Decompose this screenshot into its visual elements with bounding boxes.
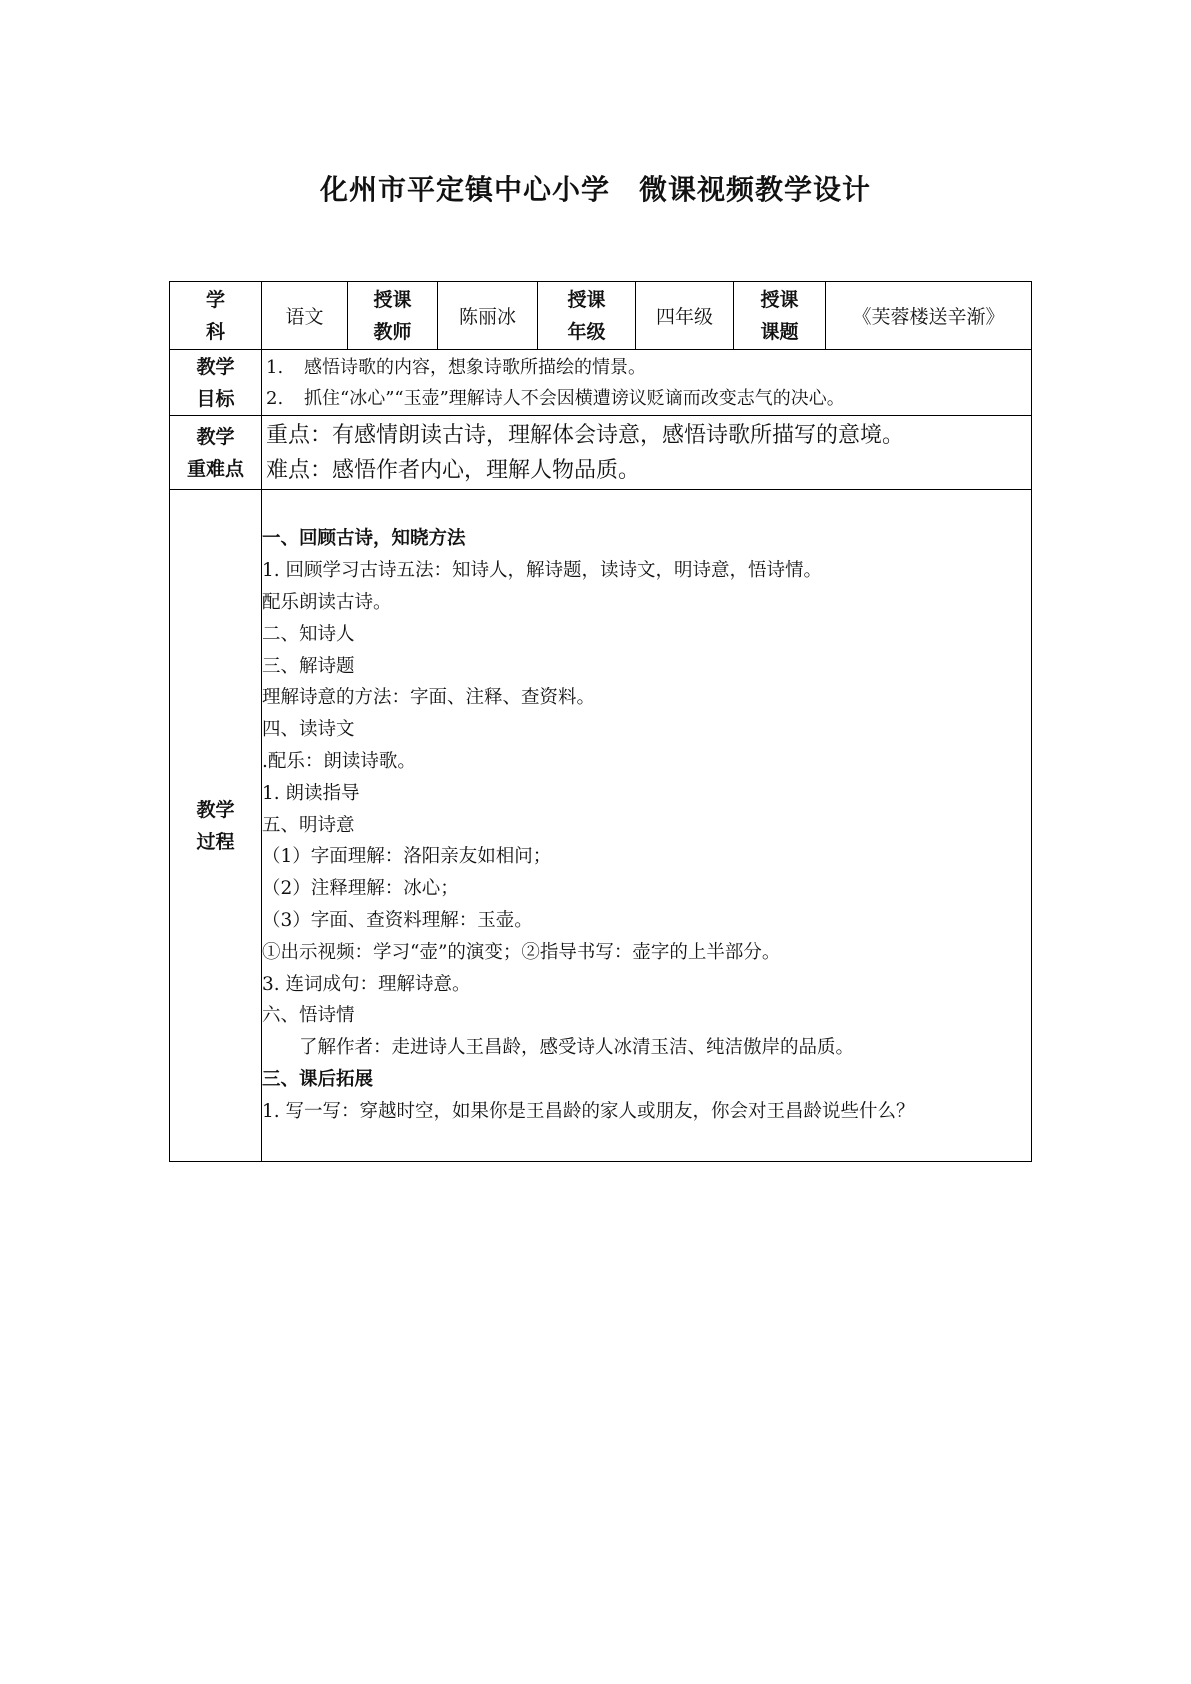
process-label: 教学 过程 [170,490,262,1162]
process-section-heading: 三、课后拓展 [262,1068,374,1090]
goal-item: 1. 感悟诗歌的内容，想象诗歌所描绘的情景。 [266,356,646,378]
process-section-heading: 一、回顾古诗，知晓方法 [262,528,466,550]
process-step: 配乐朗读古诗。 [262,592,392,614]
teacher-label: 授课 教师 [348,282,438,350]
process-step: 四、读诗文 [262,719,355,741]
process-step: 1. 回顾学习古诗五法：知诗人，解诗题，读诗文，明诗意，悟诗情。 [262,560,823,582]
teacher-value: 陈丽冰 [438,282,538,350]
process-step: ①出示视频：学习“壶”的演变；②指导书写：壶字的上半部分。 [262,941,781,963]
process-step: .配乐：朗读诗歌。 [262,751,416,772]
process-step: 二、知诗人 [262,623,355,645]
goal-item: 2. 抓住“冰心”“玉壶”理解诗人不会因横遭谤议贬谪而改变志气的决心。 [266,387,845,409]
process-step: （2）注释理解：冰心； [262,878,459,900]
key-point-item: 难点：感悟作者内心，理解人物品质。 [266,457,641,483]
topic-value: 《芙蓉楼送辛渐》 [826,282,1032,350]
key-points-content [262,416,1032,490]
process-step: 1. 朗读指导 [262,782,360,804]
process-step: 3. 连词成句：理解诗意。 [262,973,471,995]
subject-label: 学 科 [170,282,262,350]
goals-row [170,350,1032,416]
process-step: 六、悟诗情 [262,1005,355,1027]
process-row [170,490,1032,1162]
process-step: 理解诗意的方法：字面、注释、查资料。 [262,687,596,709]
process-step: 三、解诗题 [262,655,355,677]
process-step: （3）字面、查资料理解：玉壶。 [262,909,533,931]
process-step: （1）字面理解：洛阳亲友如相问； [262,846,552,868]
process-step: 了解作者：走进诗人王昌龄，感受诗人冰清玉洁、纯洁傲岸的品质。 [262,1037,855,1059]
key-point-item: 重点：有感情朗读古诗，理解体会诗意，感悟诗歌所描写的意境。 [266,422,905,448]
goals-label: 教学 目标 [170,350,262,416]
key-points-row [170,416,1032,490]
document-title: 化州市平定镇中心小学 微课视频教学设计 [319,173,871,206]
subject-value: 语文 [262,282,348,350]
lesson-plan-table [169,281,1032,1162]
process-content [262,490,1032,1162]
grade-label: 授课 年级 [538,282,636,350]
process-step: 1. 写一写：穿越时空，如果你是王昌龄的家人或朋友，你会对王昌龄说些什么？ [262,1100,915,1122]
grade-value: 四年级 [636,282,734,350]
process-step: 五、明诗意 [262,814,355,836]
goals-content [262,350,1032,416]
header-row [170,282,1032,350]
topic-label: 授课 课题 [734,282,826,350]
key-points-label: 教学 重难点 [170,416,262,490]
